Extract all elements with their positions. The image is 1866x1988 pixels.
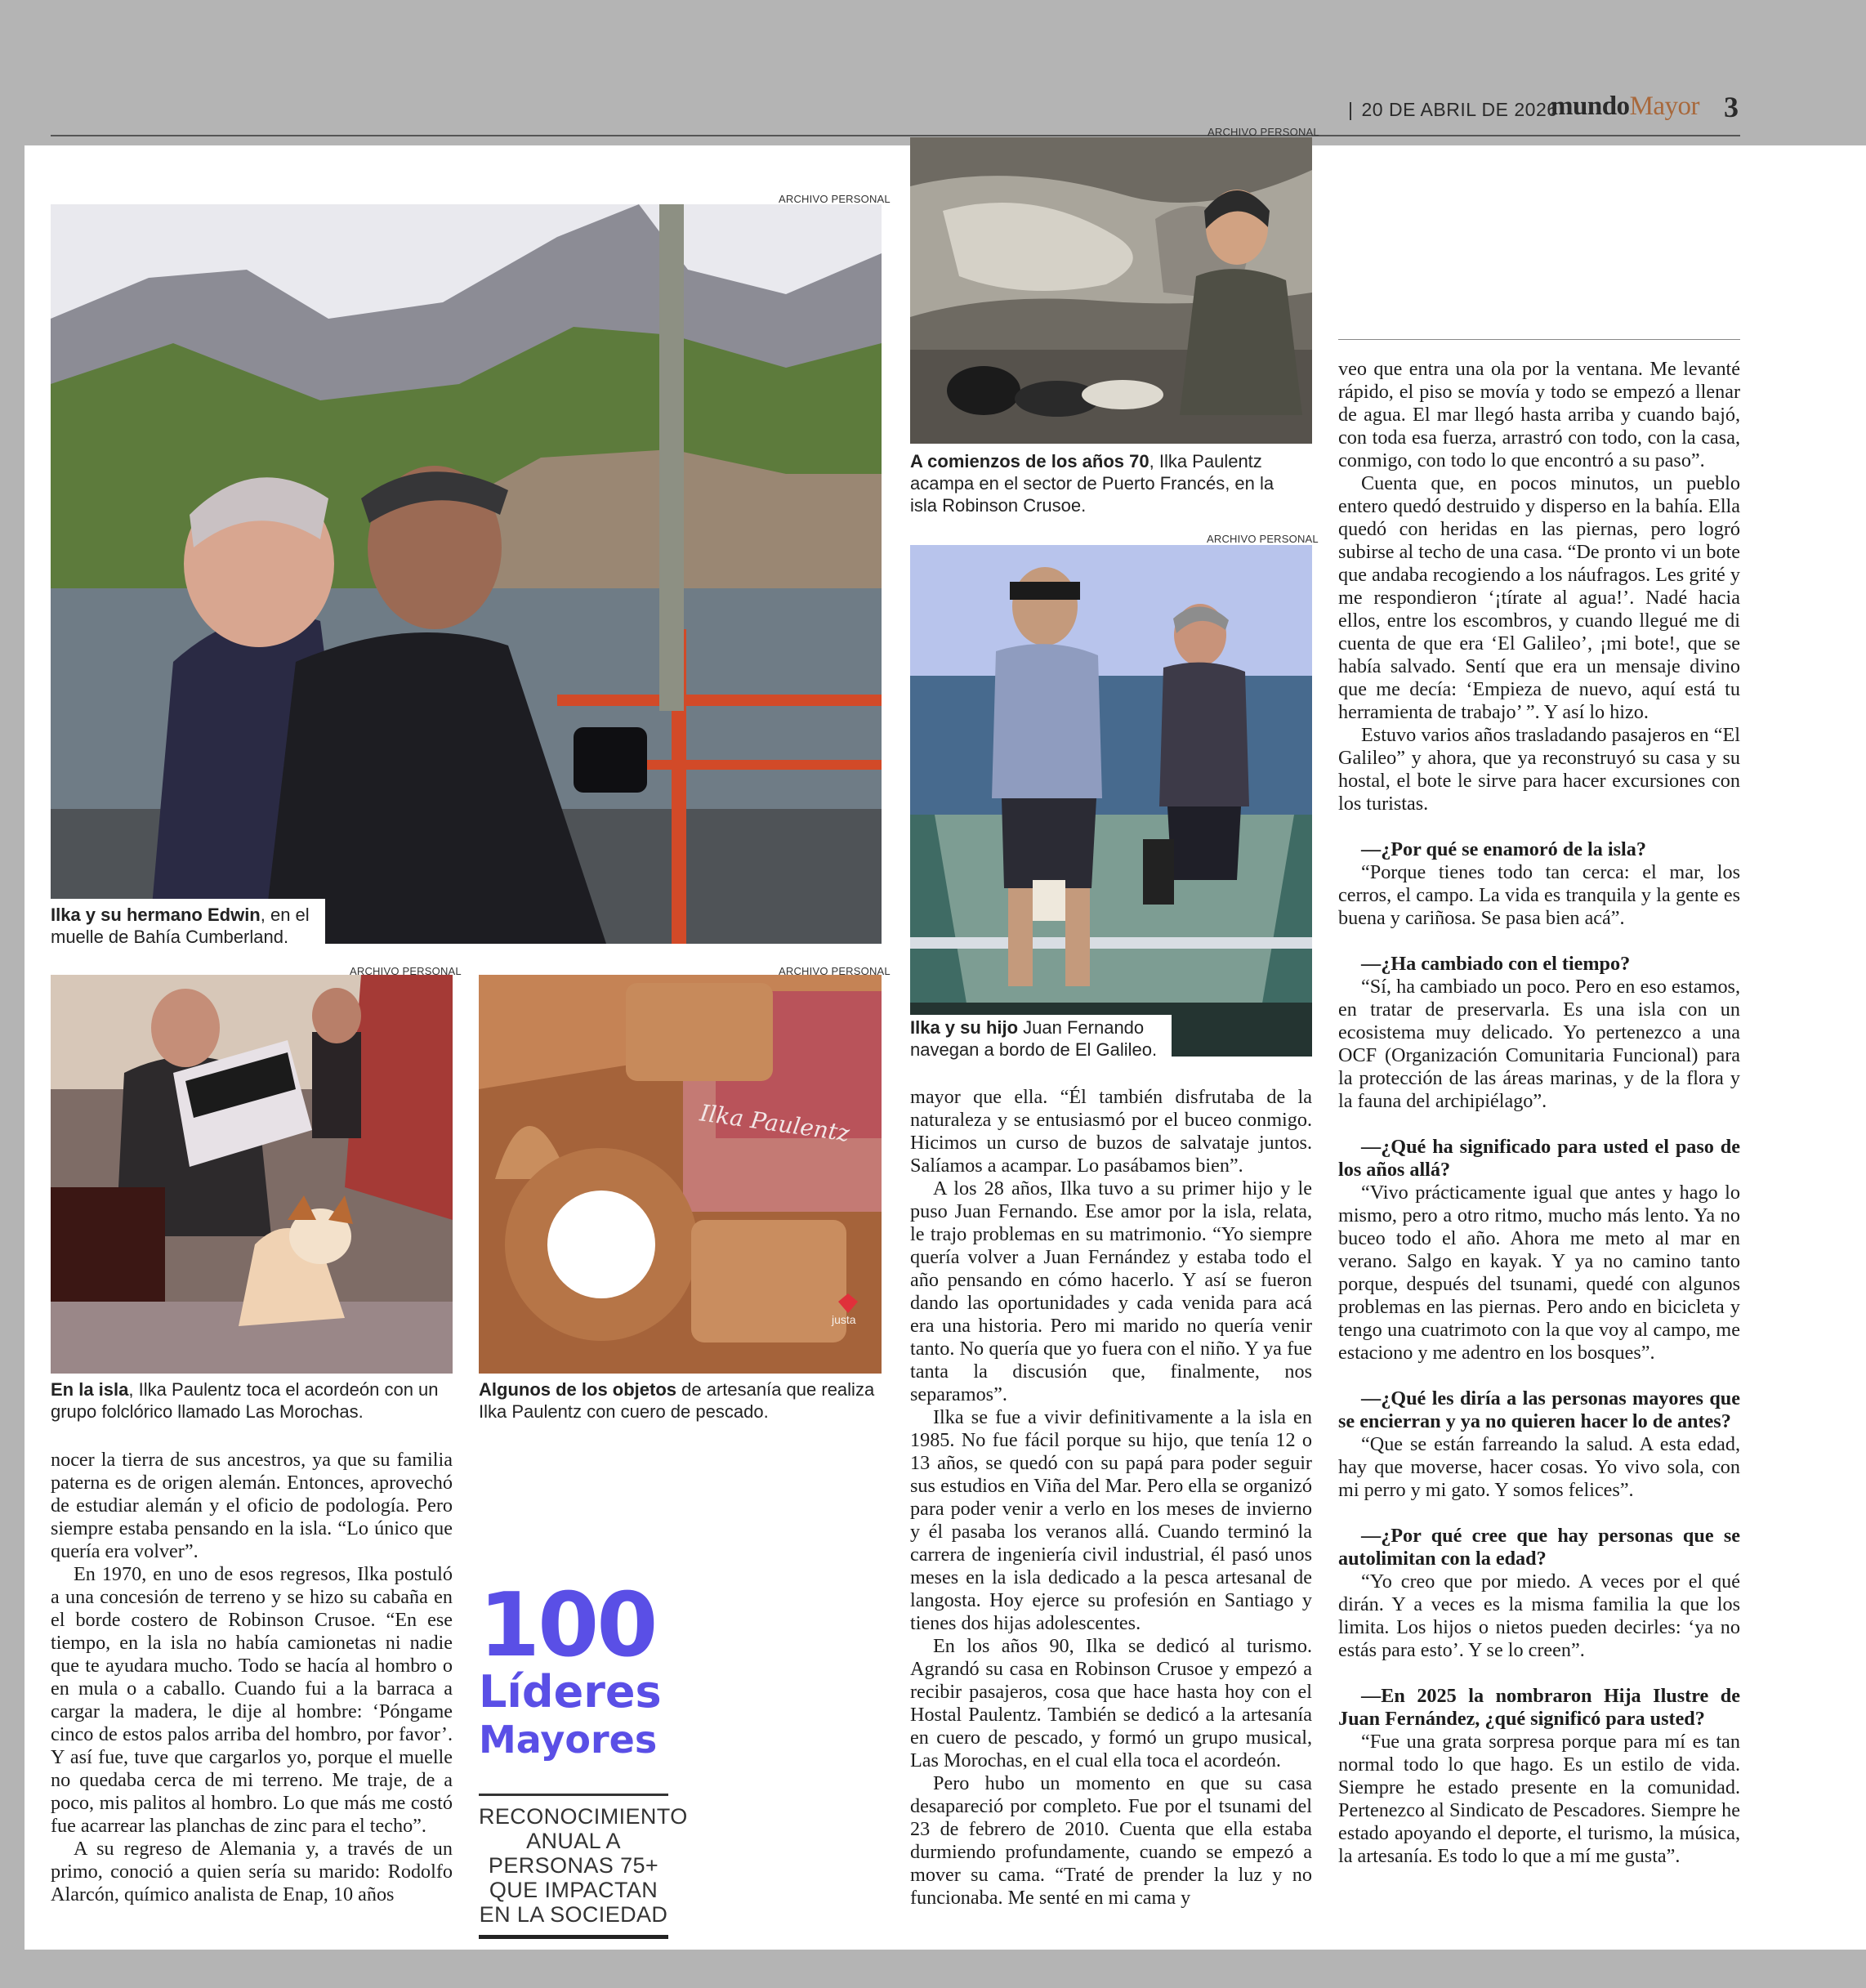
badge-number: 100 [479,1575,656,1677]
caption-photo-1 [51,899,325,953]
interview-question-5: —¿Por qué cree que hay personas que se autolimitan con la edad? [1338,1525,1740,1570]
credit-photo-3: ARCHIVO PERSONAL [1207,533,1319,545]
header-rule [51,135,1740,136]
photo-boat [910,545,1312,1057]
caption-3-text: Juan Fernando navegan a bordo de El Galileo. [910,1017,1158,1060]
caption-1-bold: Ilka y su hermano Edwin [51,905,261,925]
caption-photo-2 [910,450,1294,516]
publication-logo [1551,92,1699,122]
caption-3-bold: Ilka y su hijo [910,1017,1019,1038]
100-lideres-logo [479,1575,668,1762]
badge-description: RECONOCIMIENTO ANUAL A PERSONAS 75+ QUE IMPACTAN EN LA SOCIEDAD [479,1794,668,1939]
col1-paragraph-2: En 1970, en uno de esos regresos, Ilka postuló a una concesión de terreno y se hizo su cabaña en el borde costero de Robinson Crusoe. “En ese tiempo, en la isla no había camionetas ni nadie que te ayudara mucho. Todo se hacía al hombro o en mula o a caballo. Cuando fui a la barraca a cargar la madera, le dije al hombre: ‘Póngame cinco de estos palos arriba del hombro, por favor’. Y así fue, tuve que cargarlos yo, porque el muelle no quedaba cerca de mi terreno. Me traje, de a poco, mis palitos al hombro. Lo que más me costó fue acarrear las planchas de zinc para el techo”. [51,1563,453,1837]
interview-answer-5: “Yo creo que por miedo. A veces por el qué dirán. Y a veces es la misma familia la que los limita. Los hijos o nietos pueden decirles: ‘ya no estás para esto’. Y se lo creen”. [1338,1570,1740,1661]
interview-answer-3: “Vivo prácticamente igual que antes y hago lo mismo, pero a otro ritmo, mucho más lento. Ya no buceo todo el año. Ahora me meto al mar en verano. Salgo en kayak. Y ya no camino tanto porque, después del tsunami, quedé con algunos problemas en las piernas. Pero ando en bicicleta y tengo una cuatrimoto con la que voy al campo, me estaciono y me adentro en los bosques”. [1338,1182,1740,1364]
col2-paragraph-3: Ilka se fue a vivir definitivamente a la isla en 1985. No fue fácil porque su hijo, que tenía 12 o 13 años, se quedó con su papá para poder seguir sus estudios en Viña del Mar. Pero ella se organizó para poder venir a verlo en los meses de invierno y él pasaba los veranos allá. Cuando terminó la carrera de ingeniería civil industrial, él pasó unos meses en la isla dedicado a la pesca artesanal de langosta. Hoy ejerce su profesión en Santiago y tienes dos hijas adolescentes. [910,1406,1312,1634]
interview-question-1: —¿Por qué se enamoró de la isla? [1361,838,1646,860]
col3-paragraph-3: Estuvo varios años trasladando pasajeros en “El Galileo” y ahora, que ya reconstruyó su casa y su hostal, el bote le sirve para hacer excursiones con los turistas. [1338,724,1740,815]
badge-line-1: Líderes [479,1666,662,1718]
photo-camping [910,137,1312,444]
page-number: 3 [1724,91,1739,123]
craft-watermark: justa [832,1313,856,1326]
craft-signature: Ilka Paulentz [698,1099,851,1147]
body-column-3 [1338,358,1740,1868]
col3-paragraph-2: Cuenta que, en pocos minutos, un pueblo entero quedó destruido y disperso en la bahía. Ella quedó con heridas en las piernas, pero logró subirse al techo de una casa. “De pronto vi un bote que andaba recogiendo a los náufragos. Les grité y me respondieron ‘¡tírate al agua!’. Nadé hacia ellos, entre los escombros, y cuando llegué me di cuenta de que era ‘El Galileo’, ¡mi bote!, que se había salvado. Sentí que era un mensaje divino que me decía: ‘Empieza de nuevo, aquí está tu herramienta de trabajo’ ”. Y así lo hizo. [1338,472,1740,723]
caption-2-text: , Ilka Paulentz acampa en el sector de Puerto Francés, en la isla Robinson Crusoe. [910,451,1275,516]
col2-paragraph-4: En los años 90, Ilka se dedicó al turismo. Agrandó su casa en Robinson Crusoe y empezó a recibir pasajeros, cosa que hace hasta hoy con el Hostal Paulentz. También se dedicó a la artesanía en cuero de pescado, y formó un grupo musical, Las Morochas, en el cual ella toca el acordeón. [910,1635,1312,1771]
col2-paragraph-2: A los 28 años, Ilka tuvo a su primer hijo y le puso Juan Fernando. Ese amor por la isla, relata, le trajo problemas en su matrimonio. “Yo siempre quería volver a Juan Fernández y estaba todo el año pensando en cómo hacerlo. Y así se fueron dando las oportunidades y cada venida para acá era una historia. Pero mi marido no quería venir tanto. No quería que yo fuera con el niño. Y ya fue tanta la discusión que, finalmente, nos separamos”. [910,1177,1312,1405]
caption-4-bold: En la isla [51,1379,129,1400]
caption-5-bold: Algunos de los objetos [479,1379,677,1400]
caption-5-text: de artesanía que realiza Ilka Paulentz con cuero de pescado. [479,1379,875,1422]
credit-photo-5: ARCHIVO PERSONAL [779,965,891,977]
issue-date: | 20 DE ABRIL DE 2026 [1348,99,1558,121]
credit-photo-4: ARCHIVO PERSONAL [350,965,462,977]
col1-paragraph-1: nocer la tierra de sus ancestros, ya que su familia paterna es de origen alemán. Entonces, aprovechó de estudiar alemán y el oficio de podología. Pero siempre estaba pensando en la isla. “Lo único que quería era volver”. [51,1449,453,1562]
col3-paragraph-1: veo que entra una ola por la ventana. Me levanté rápido, el piso se movía y todo se empezó a llenar de agua. El mar llegó hasta arriba y cuando bajó, con toda esa fuerza, arrastró con todo, con la casa, conmigo, con todo lo que encontró a su paso”. [1338,358,1740,471]
interview-answer-6: “Fue una grata sorpresa porque para mí es tan normal todo lo que hago. Es un estilo de vida. Siempre he estado presente en la comunidad. Pertenezco al Sindicato de Pescadores. Siempre he estado apoyando el deporte, el turismo, la música, la artesanía. Es todo lo que a mí me gusta”. [1338,1731,1740,1867]
page-header [0,0,1866,145]
caption-4-text: , Ilka Paulentz toca el acordeón con un grupo folclórico llamado Las Morochas. [51,1379,439,1422]
badge-line-2: Mayores [479,1718,658,1762]
interview-answer-2: “Sí, ha cambiado un poco. Pero en eso estamos, en tratar de preservarla. Es una isla con un ecosistema muy delicado. Yo pertenezco a una OCF (Organización Comunitaria Funcional) para la protección de las áreas marinas, y de la flora y la fauna del archipiélago”. [1338,976,1740,1112]
col2-paragraph-5: Pero hubo un momento en que su casa desapareció por completo. Fue por el tsunami del 23 de febrero de 2010. Cuenta que ella estaba durmiendo profundamente, cuando se empezó a mover su cama. “Traté de prender la luz y no funcionaba. Me senté en mi cama y [910,1772,1312,1909]
interview-question-3: —¿Qué ha significado para usted el paso de los años allá? [1338,1136,1740,1181]
interview-question-2: —¿Ha cambiado con el tiempo? [1361,953,1631,975]
caption-photo-3 [910,1015,1172,1065]
caption-1-text: , en el muelle de Bahía Cumberland. [51,905,310,947]
interview-answer-4: “Que se están farreando la salud. A esta edad, hay que moverse, hacer cosas. Yo vivo sola, con mi perro y mi gato. Y somos felices”. [1338,1433,1740,1501]
interview-answer-1: “Porque tienes todo tan cerca: el mar, los cerros, el campo. La vida es tranquila y la gente es buena y cariñosa. Se pasa bien acá”. [1338,861,1740,929]
col1-paragraph-3: A su regreso de Alemania y, a través de un primo, conoció a quien sería su marido: Rodolfo Alarcón, químico analista de Enap, 10 años [51,1838,453,1905]
photo-accordion-group [51,975,453,1374]
col2-paragraph-1: mayor que ella. “Él también disfrutaba de la naturaleza y se entusiasmó por el buceo conmigo. Hicimos un curso de buzos de salvataje juntos. Salíamos a acampar. Lo pasábamos bien”. [910,1086,1312,1177]
credit-photo-2: ARCHIVO PERSONAL [1208,126,1319,138]
body-column-1 [51,1449,453,1906]
photo-ilka-and-brother [51,204,882,944]
photo-fish-leather-crafts [479,975,882,1374]
interview-question-4: —¿Qué les diría a las personas mayores que se encierran y ya no quieren hacer lo de antes? [1338,1387,1740,1432]
body-column-2 [910,1086,1312,1910]
brand-part-1: mundo [1551,92,1630,121]
interview-question-6: —En 2025 la nombraron Hija Ilustre de Juan Fernández, ¿qué significó para usted? [1338,1685,1740,1730]
column-3-rule [1338,339,1740,340]
brand-part-2: Mayor [1629,92,1700,121]
caption-2-bold: A comienzos de los años 70 [910,451,1150,471]
credit-photo-1: ARCHIVO PERSONAL [779,193,891,205]
caption-photo-5 [479,1378,887,1423]
caption-photo-4 [51,1378,459,1423]
